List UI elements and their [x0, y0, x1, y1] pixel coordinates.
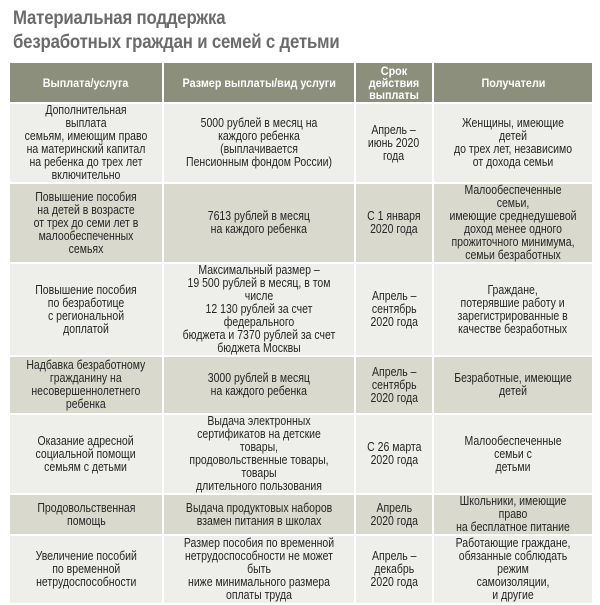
recipients-cell: Малообеспеченные семьи, имеющие среднедушевой доход менее одного прожиточного минимума, семьи безработных	[433, 183, 593, 263]
column-header-period: Срок действия выплаты	[355, 62, 433, 103]
recipients-cell: Школьники, имеющие право на бесплатное питание	[433, 494, 593, 535]
page-title-line-2: безработных граждан и семей с детьми	[13, 31, 340, 53]
recipients-cell: Работающие граждане, обязанные соблюдать режим самоизоляции, и другие	[433, 535, 593, 604]
table-row	[9, 414, 593, 494]
amount-cell: Выдача продуктовых наборов взамен питания в школах	[163, 494, 355, 535]
service-cell: Оказание адресной социальной помощи семьям с детьми	[9, 414, 163, 494]
table-row	[9, 494, 593, 535]
period-cell: Апрель – июнь 2020 года	[355, 103, 433, 183]
period-cell: Апрель 2020 года	[355, 494, 433, 535]
column-header-amount: Размер выплаты/вид услуги	[163, 62, 355, 103]
page-title	[13, 6, 573, 54]
period-cell: С 26 марта 2020 года	[355, 414, 433, 494]
recipients-cell: Малообеспеченные семьи с детьми	[433, 414, 593, 494]
table-row	[9, 263, 593, 356]
amount-cell: 3000 рублей в месяц на каждого ребенка	[163, 356, 355, 414]
service-cell: Повышение пособия на детей в возрасте от трех до семи лет в малообеспеченных семьях	[9, 183, 163, 263]
service-cell: Продовольственная помощь	[9, 494, 163, 535]
column-header-service: Выплата/услуга	[9, 62, 163, 103]
recipients-cell: Женщины, имеющие детей до трех лет, независимо от дохода семьи	[433, 103, 593, 183]
service-cell: Дополнительная выплата семьям, имеющим право на материнский капитал на ребенка до трех лет включительно	[9, 103, 163, 183]
recipients-cell: Безработные, имеющие детей	[433, 356, 593, 414]
amount-cell: Выдача электронных сертификатов на детские товары, продовольственные товары, товары длительного пользования	[163, 414, 355, 494]
support-table	[8, 61, 594, 605]
amount-cell: 7613 рублей в месяц на каждого ребенка	[163, 183, 355, 263]
table-row	[9, 183, 593, 263]
amount-cell: 5000 рублей в месяц на каждого ребенка (выплачивается Пенсионным фондом России)	[163, 103, 355, 183]
service-cell: Повышение пособия по безработице с региональной доплатой	[9, 263, 163, 356]
period-cell: Апрель – сентябрь 2020 года	[355, 356, 433, 414]
period-cell: С 1 января 2020 года	[355, 183, 433, 263]
table-row	[9, 535, 593, 604]
service-cell: Надбавка безработному гражданину на несовершеннолетнего ребенка	[9, 356, 163, 414]
period-cell: Апрель – сентябрь 2020 года	[355, 263, 433, 356]
table-row	[9, 356, 593, 414]
amount-cell: Размер пособия по временной нетрудоспособности не может быть ниже минимального размера оплаты труда	[163, 535, 355, 604]
service-cell: Увеличение пособий по временной нетрудоспособности	[9, 535, 163, 604]
page-title-line-1: Материальная поддержка	[13, 7, 226, 29]
table-row	[9, 103, 593, 183]
table-header-row	[9, 62, 593, 103]
recipients-cell: Граждане, потерявшие работу и зарегистрированные в качестве безработных	[433, 263, 593, 356]
column-header-recipients: Получатели	[433, 62, 593, 103]
amount-cell: Максимальный размер – 19 500 рублей в месяц, в том числе 12 130 рублей за счет федерального бюджета и 7370 рублей за счет бюджета Москвы	[163, 263, 355, 356]
period-cell: Апрель – декабрь 2020 года	[355, 535, 433, 604]
